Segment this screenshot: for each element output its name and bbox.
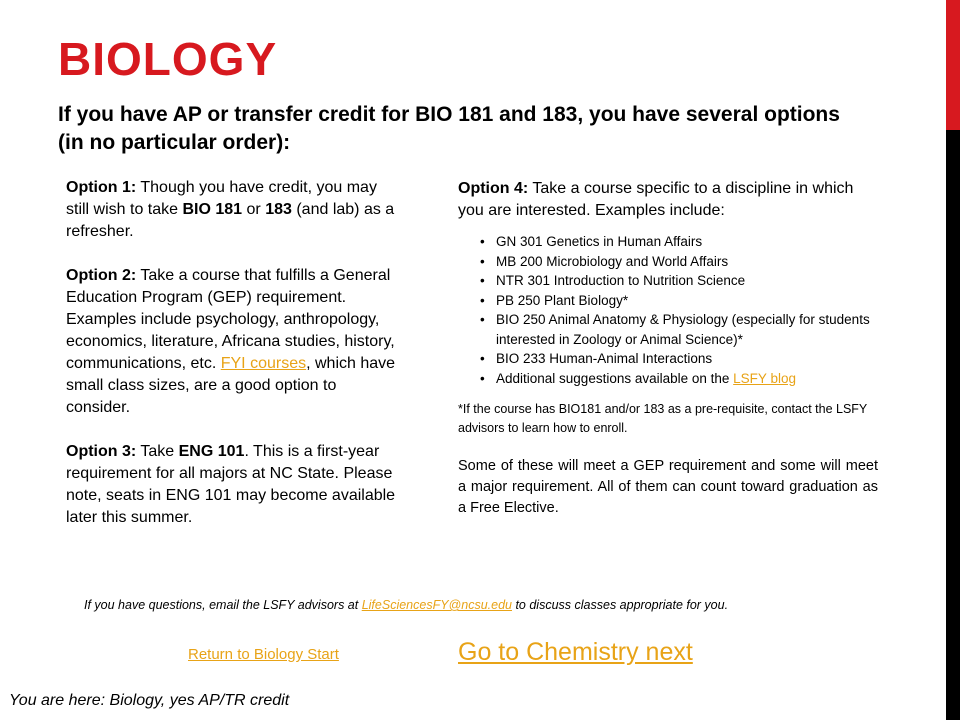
option-1-label: Option 1: (66, 179, 137, 196)
option-3-text-a: Take (136, 443, 179, 460)
option-1-text-a: Though you have credit, you may still wish to take (66, 179, 377, 218)
list-item: • BIO 233 Human-Animal Interactions (480, 349, 878, 369)
bio183-text: 183 (265, 201, 292, 218)
slide-subtitle: If you have AP or transfer credit for BIO 181 and 183, you have several options (in no particular order): (58, 103, 840, 154)
side-accent-bar-black (946, 130, 960, 720)
questions-text-b: to discuss classes appropriate for you. (511, 598, 729, 612)
list-item: • PB 250 Plant Biology* (480, 291, 878, 311)
list-item: • BIO 250 Animal Anatomy & Physiology (especially for students interested in Zoology or Animal Science)* (480, 310, 878, 349)
option-4-label: Option 4: (458, 180, 529, 197)
side-accent-bar-red (946, 0, 960, 130)
list-item: • GN 301 Genetics in Human Affairs (480, 232, 878, 252)
you-are-here-label: You are here: Biology, yes AP/TR credit (9, 692, 290, 709)
prerequisite-note: *If the course has BIO181 and/or 183 as a pre-requisite, contact the LSFY advisors to learn how to enroll. (458, 402, 868, 435)
option-1-or: or (242, 201, 266, 218)
option-3-label: Option 3: (66, 443, 137, 460)
closing-paragraph: Some of these will meet a GEP requirement and some will meet a major requirement. All of them can count toward graduation as a Free Elective. (458, 458, 878, 516)
slide-title: BIOLOGY (58, 33, 278, 85)
option-4 (458, 178, 878, 222)
list-item: • MB 200 Microbiology and World Affairs (480, 252, 878, 272)
list-item-suggestions (480, 369, 878, 389)
return-to-biology-link[interactable]: Return to Biology Start (188, 646, 339, 663)
option-4-text: Take a course specific to a discipline in which you are interested. Examples include: (458, 180, 854, 219)
left-column (66, 177, 396, 529)
advisor-email-link[interactable]: LifeSciencesFY@ncsu.edu (361, 598, 512, 612)
questions-text-a: If you have questions, email the LSFY advisors at (84, 598, 362, 612)
option-3-text-b: . This is a first-year requirement for all majors at NC State. Please note, seats in ENG 101 may become available later this summer. (66, 443, 396, 526)
eng101-text: ENG 101 (178, 443, 245, 460)
option-1-text-b: (and lab) as a refresher. (66, 201, 395, 240)
fyi-courses-link[interactable]: FYI courses (220, 355, 307, 372)
option-2 (66, 265, 396, 419)
course-examples-list (480, 232, 878, 388)
option-2-label: Option 2: (66, 267, 137, 284)
option-3 (66, 441, 396, 529)
option-1 (66, 177, 396, 243)
list-item: • NTR 301 Introduction to Nutrition Science (480, 271, 878, 291)
option-2-text-b: , which have small class sizes, are a good option to consider. (66, 355, 396, 416)
right-column (458, 178, 878, 519)
questions-line (84, 598, 728, 612)
go-to-chemistry-link[interactable]: Go to Chemistry next (458, 638, 693, 666)
bio181-text: BIO 181 (182, 201, 243, 218)
lsfy-blog-link[interactable]: LSFY blog (733, 370, 796, 386)
option-2-text-a: Take a course that fulfills a General Education Program (GEP) requirement. Examples include psychology, anthropology, economics, literature, Africana studies, history, communications, etc. (66, 267, 395, 372)
suggestions-text: Additional suggestions available on the (496, 370, 734, 386)
